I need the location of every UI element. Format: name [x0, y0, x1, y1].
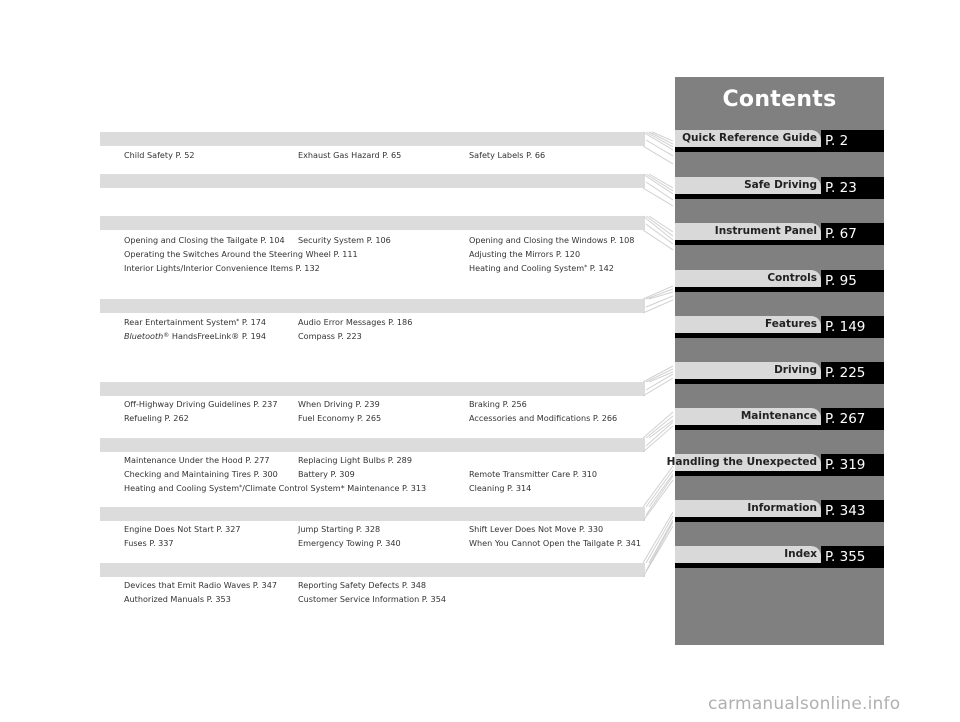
toc-entry-text: Child Safety P. 52 — [124, 150, 195, 160]
tab-page-box — [821, 546, 884, 568]
toc-entry[interactable] — [124, 455, 270, 465]
toc-entry-text: Opening and Closing the Tailgate P. 104 — [124, 235, 285, 245]
tab-label: Information — [747, 502, 817, 514]
toc-entry-page: P. 142 — [587, 263, 614, 273]
tab-page-number: P. 225 — [825, 365, 866, 381]
toc-entry-text: Adjusting the Mirrors P. 120 — [469, 249, 581, 259]
toc-entry-text: Accessories and Modifications P. 266 — [469, 413, 618, 423]
tab-label: Instrument Panel — [714, 225, 817, 237]
toc-entry[interactable] — [469, 524, 603, 534]
tab-page-box — [821, 316, 884, 338]
toc-entry-mark: * — [239, 484, 243, 491]
toc-entry[interactable] — [124, 317, 266, 327]
panel-title: Contents — [722, 87, 837, 112]
toc-entry-text: Jump Starting P. 328 — [298, 524, 381, 534]
tab-label: Handling the Unexpected — [666, 456, 817, 468]
toc-entry-text: Braking P. 256 — [469, 399, 527, 409]
section-bar-instrument-panel — [100, 174, 645, 188]
toc-entry-text: Compass P. 223 — [298, 331, 362, 341]
tab-page-box — [821, 362, 884, 384]
tab-label: Features — [765, 318, 817, 330]
toc-entry-text: Maintenance Under the Hood P. 277 — [124, 455, 270, 465]
toc-entry-text: Battery P. 309 — [298, 469, 355, 479]
tab-page-box — [821, 408, 884, 430]
toc-entry[interactable] — [124, 469, 278, 479]
toc-entry-mark: * — [584, 264, 588, 271]
tab-label: Quick Reference Guide — [682, 132, 817, 144]
toc-entry-text: Security System P. 106 — [298, 235, 391, 245]
toc-entry[interactable] — [298, 399, 380, 409]
toc-entry[interactable] — [469, 263, 614, 273]
tab-label: Maintenance — [740, 410, 817, 422]
toc-entry[interactable] — [124, 594, 231, 604]
tab-page-box — [821, 177, 884, 199]
tab-page-number: P. 23 — [825, 180, 857, 196]
toc-entry[interactable] — [124, 263, 320, 273]
tab-maintenance[interactable] — [675, 408, 884, 430]
toc-entry[interactable] — [469, 235, 634, 245]
tab-driving[interactable] — [675, 362, 884, 384]
tab-underline — [675, 471, 821, 476]
tab-page-box — [821, 454, 884, 476]
toc-entry-text: Operating the Switches Around the Steering Wheel P. 111 — [124, 249, 358, 259]
toc-entry[interactable] — [298, 580, 426, 590]
tab-instrument-panel[interactable] — [675, 223, 884, 245]
toc-entry[interactable] — [469, 413, 617, 423]
toc-entry[interactable] — [124, 413, 189, 423]
tab-page-number: P. 95 — [825, 273, 857, 289]
section-bar-driving — [100, 382, 645, 396]
toc-entry[interactable] — [469, 249, 580, 259]
toc-entry[interactable] — [469, 538, 641, 548]
toc-entry[interactable] — [298, 538, 401, 548]
toc-entry[interactable] — [298, 524, 380, 534]
toc-entry[interactable] — [124, 249, 358, 259]
toc-entry[interactable] — [298, 455, 412, 465]
toc-entry-page: /Climate Control System* Maintenance P. 313 — [242, 483, 427, 493]
tab-page-number: P. 319 — [825, 457, 866, 473]
section-bar-features — [100, 299, 645, 313]
toc-entry-text: Rear Entertainment System — [124, 317, 237, 327]
tab-underline — [675, 194, 821, 199]
toc-entry[interactable] — [124, 580, 277, 590]
section-bar-information — [100, 563, 645, 577]
tab-page-number: P. 343 — [825, 503, 866, 519]
tab-page-number: P. 267 — [825, 411, 866, 427]
toc-entry-text: Authorized Manuals P. 353 — [124, 594, 231, 604]
connector-stripes — [643, 0, 673, 722]
tab-underline — [675, 287, 821, 292]
toc-entry-text: Bluetooth — [124, 331, 164, 341]
section-bar-controls — [100, 216, 645, 230]
tab-underline — [675, 517, 821, 522]
toc-entry-page: HandsFreeLink® P. 194 — [169, 331, 267, 341]
toc-entry[interactable] — [298, 317, 412, 327]
toc-entry[interactable] — [124, 399, 277, 409]
tab-information[interactable] — [675, 500, 884, 522]
toc-entry[interactable] — [469, 399, 527, 409]
toc-entry-text: Heating and Cooling System — [124, 483, 240, 493]
tab-page-box — [821, 223, 884, 245]
toc-entry-text: Customer Service Information P. 354 — [298, 594, 447, 604]
tab-quick-reference-guide[interactable] — [675, 130, 884, 152]
toc-entry[interactable] — [469, 469, 597, 479]
tab-label: Driving — [774, 364, 817, 376]
tab-underline — [675, 147, 821, 152]
watermark: carmanualsonline.info — [708, 694, 901, 714]
toc-entry[interactable] — [124, 524, 241, 534]
tab-index[interactable] — [675, 546, 884, 568]
tab-page-number: P. 67 — [825, 226, 857, 242]
toc-entry-text: Heating and Cooling System — [469, 263, 585, 273]
toc-entry-text: Opening and Closing the Windows P. 108 — [469, 235, 635, 245]
toc-entry[interactable] — [124, 483, 426, 493]
toc-entry-mark: * — [236, 318, 240, 325]
toc-entry-text: Replacing Light Bulbs P. 289 — [298, 455, 412, 465]
toc-entry-text: Emergency Towing P. 340 — [298, 538, 401, 548]
toc-entry[interactable] — [124, 331, 266, 341]
tab-underline — [675, 563, 821, 568]
tab-page-box — [821, 270, 884, 292]
toc-entry-text: Refueling P. 262 — [124, 413, 189, 423]
toc-entry-text: Remote Transmitter Care P. 310 — [469, 469, 598, 479]
toc-entry-text: Devices that Emit Radio Waves P. 347 — [124, 580, 278, 590]
toc-entry-page: P. 174 — [239, 317, 267, 327]
tab-page-number: P. 149 — [825, 319, 866, 335]
section-bar-handling — [100, 507, 645, 521]
tab-features[interactable] — [675, 316, 884, 338]
tab-underline — [675, 240, 821, 245]
tab-label: Controls — [767, 272, 817, 284]
toc-entry-text: Off-Highway Driving Guidelines P. 237 — [124, 399, 278, 409]
tab-page-box — [821, 500, 884, 522]
toc-entry[interactable] — [298, 413, 381, 423]
toc-entry[interactable] — [469, 150, 545, 160]
toc-entry-text: Engine Does Not Start P. 327 — [124, 524, 241, 534]
toc-entry-text: When You Cannot Open the Tailgate P. 341 — [469, 538, 642, 548]
tab-underline — [675, 333, 821, 338]
tab-underline — [675, 379, 821, 384]
toc-entry-mark: ® — [163, 332, 170, 339]
tab-page-number: P. 355 — [825, 549, 866, 565]
section-bar-safe-driving — [100, 132, 645, 146]
toc-entry-text: Exhaust Gas Hazard P. 65 — [298, 150, 402, 160]
toc-entry-text: Audio Error Messages P. 186 — [298, 317, 413, 327]
tab-page-box — [821, 130, 884, 152]
toc-entry-text: Fuel Economy P. 265 — [298, 413, 382, 423]
toc-entry-text: When Driving P. 239 — [298, 399, 380, 409]
toc-entry[interactable] — [298, 150, 401, 160]
toc-entry-text: Cleaning P. 314 — [469, 483, 532, 493]
toc-entry[interactable] — [124, 538, 174, 548]
section-bar-maintenance — [100, 438, 645, 452]
tab-underline — [675, 425, 821, 430]
toc-entry-text: Shift Lever Does Not Move P. 330 — [469, 524, 604, 534]
toc-entry[interactable] — [298, 594, 446, 604]
toc-entry[interactable] — [469, 483, 531, 493]
toc-entry[interactable] — [124, 150, 195, 160]
toc-entry-text: Fuses P. 337 — [124, 538, 174, 548]
tab-handling-the-unexpected[interactable] — [666, 454, 884, 476]
toc-entry-text: Reporting Safety Defects P. 348 — [298, 580, 427, 590]
tab-page-number: P. 2 — [825, 133, 849, 149]
toc-entry-text: Checking and Maintaining Tires P. 300 — [124, 469, 278, 479]
toc-entry-text: Interior Lights/Interior Convenience Items P. 132 — [124, 263, 320, 273]
toc-entry[interactable] — [124, 235, 285, 245]
tab-label: Index — [784, 548, 817, 560]
toc-entry[interactable] — [298, 331, 362, 341]
toc-entry[interactable] — [298, 235, 391, 245]
tab-safe-driving[interactable] — [675, 177, 884, 199]
tab-label: Safe Driving — [744, 179, 817, 191]
tab-controls[interactable] — [675, 270, 884, 292]
toc-entry-text: Safety Labels P. 66 — [469, 150, 546, 160]
toc-entry[interactable] — [298, 469, 355, 479]
